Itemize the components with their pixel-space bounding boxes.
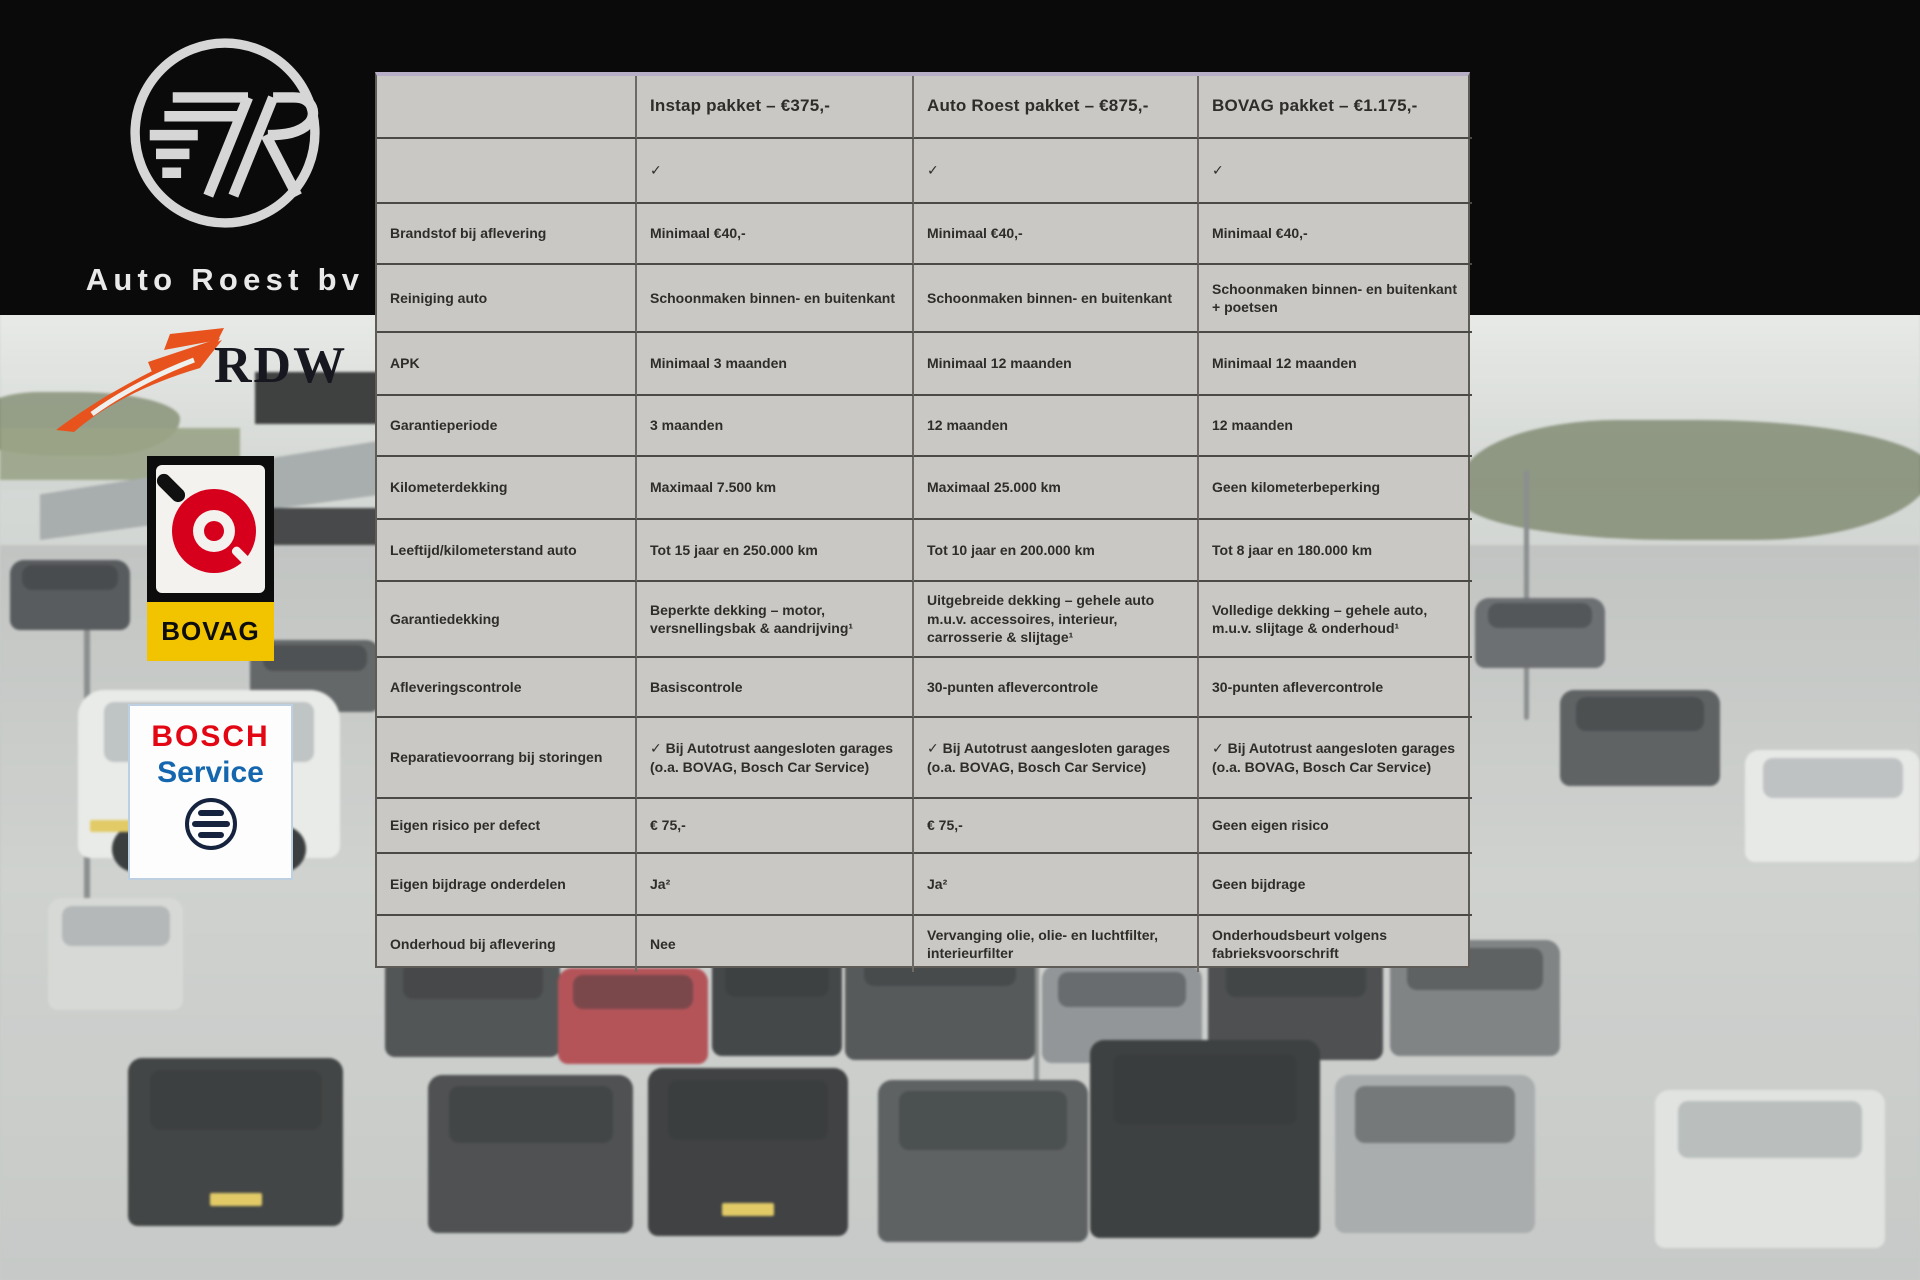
package-value-cell: Nee	[637, 916, 914, 972]
package-header-cell: Instap pakket – €375,-	[637, 76, 914, 139]
row-label-cell: Leeftijd/kilometerstand auto	[377, 520, 637, 582]
row-label-cell: Garantiedekking	[377, 582, 637, 658]
package-value-cell: ✓ Bij Autotrust aangesloten garages (o.a. BOVAG, Bosch Car Service)	[1199, 718, 1472, 799]
package-value-cell: Maximaal 25.000 km	[914, 457, 1199, 520]
package-value-cell: ✓ Bij Autotrust aangesloten garages (o.a. BOVAG, Bosch Car Service)	[637, 718, 914, 799]
row-label-cell: Onderhoud bij aflevering	[377, 916, 637, 972]
package-value-cell: Maximaal 7.500 km	[637, 457, 914, 520]
package-value-cell: ✓	[914, 139, 1199, 204]
package-value-cell: Tot 8 jaar en 180.000 km	[1199, 520, 1472, 582]
header-empty-cell	[377, 76, 637, 139]
row-label-cell: Reparatievoorrang bij storingen	[377, 718, 637, 799]
bosch-wordmark: BOSCH	[151, 720, 270, 753]
package-value-cell: Tot 10 jaar en 200.000 km	[914, 520, 1199, 582]
package-value-cell: 12 maanden	[914, 396, 1199, 457]
bovag-emblem-icon	[147, 456, 274, 602]
row-label-cell: APK	[377, 333, 637, 396]
row-label-cell: Kilometerdekking	[377, 457, 637, 520]
package-value-cell: Ja²	[637, 854, 914, 916]
rdw-logo	[52, 328, 352, 438]
row-label-cell	[377, 139, 637, 204]
package-value-cell: Minimaal €40,-	[637, 204, 914, 265]
row-label-cell: Brandstof bij aflevering	[377, 204, 637, 265]
package-value-cell: ✓	[637, 139, 914, 204]
package-value-cell: ✓ Bij Autotrust aangesloten garages (o.a. BOVAG, Bosch Car Service)	[914, 718, 1199, 799]
bovag-wordmark: BOVAG	[161, 616, 260, 646]
package-value-cell: 3 maanden	[637, 396, 914, 457]
package-value-cell: 12 maanden	[1199, 396, 1472, 457]
bosch-armature-icon	[183, 796, 239, 852]
bovag-emblem-field	[156, 465, 265, 593]
rdw-wordmark: RDW	[214, 337, 348, 394]
package-value-cell: Geen bijdrage	[1199, 854, 1472, 916]
pakket-table	[375, 72, 1470, 968]
row-label-cell: Garantieperiode	[377, 396, 637, 457]
package-value-cell: Onderhoudsbeurt volgens fabrieksvoorschrift	[1212, 926, 1388, 961]
package-value-cell: Schoonmaken binnen- en buitenkant + poetsen	[1199, 265, 1472, 333]
package-value-cell: Geen eigen risico	[1199, 799, 1472, 854]
package-value-cell: € 75,-	[637, 799, 914, 854]
package-value-cell: Schoonmaken binnen- en buitenkant	[914, 265, 1199, 333]
package-value-cell: Minimaal 3 maanden	[637, 333, 914, 396]
package-value-cell: Tot 15 jaar en 250.000 km	[637, 520, 914, 582]
row-label-cell: Reiniging auto	[377, 265, 637, 333]
bovag-wordmark-bar	[147, 602, 274, 661]
package-value-cell: Ja²	[914, 854, 1199, 916]
package-value-cell: 30-punten aflevercontrole	[1199, 658, 1472, 718]
bosch-service-wordmark: Service	[157, 756, 264, 789]
package-value-cell: Minimaal 12 maanden	[914, 333, 1199, 396]
package-value-cell: Beperkte dekking – motor, versnellingsbak & aandrijving¹	[637, 582, 914, 658]
package-value-cell: Uitgebreide dekking – gehele auto m.u.v. accessoires, interieur, carrosserie & slijtage¹	[914, 582, 1199, 658]
package-value-cell: ✓	[1199, 139, 1472, 204]
package-value-cell: Volledige dekking – gehele auto, m.u.v. slijtage & onderhoud¹	[1199, 582, 1472, 658]
package-header-cell: Auto Roest pakket – €875,-	[914, 76, 1199, 139]
rdw-wing-icon	[52, 328, 227, 438]
package-value-cell: Vervanging olie, olie- en luchtfilter, interieurfilter	[914, 916, 1199, 972]
row-label-cell: Eigen risico per defect	[377, 799, 637, 854]
row-label-cell: Afleveringscontrole	[377, 658, 637, 718]
bovag-q-icon	[156, 465, 265, 593]
package-value-cell: Schoonmaken binnen- en buitenkant	[637, 265, 914, 333]
package-header-cell: BOVAG pakket – €1.175,-	[1199, 76, 1472, 139]
bovag-logo	[147, 456, 274, 661]
auto-roest-monogram-icon	[110, 18, 340, 248]
package-value-cell: Minimaal 12 maanden	[1199, 333, 1472, 396]
bosch-logo	[128, 704, 293, 880]
package-value-cell: € 75,-	[914, 799, 1199, 854]
brand-logo	[60, 18, 390, 308]
package-value-cell: 30-punten aflevercontrole	[914, 658, 1199, 718]
row-label-cell: Eigen bijdrage onderdelen	[377, 854, 637, 916]
package-value-cell: Geen kilometerbeperking	[1199, 457, 1472, 520]
brand-name: Auto Roest bv	[85, 262, 365, 297]
package-value-cell: Basiscontrole	[637, 658, 914, 718]
package-value-cell: Minimaal €40,-	[914, 204, 1199, 265]
package-value-cell: Minimaal €40,-	[1199, 204, 1472, 265]
